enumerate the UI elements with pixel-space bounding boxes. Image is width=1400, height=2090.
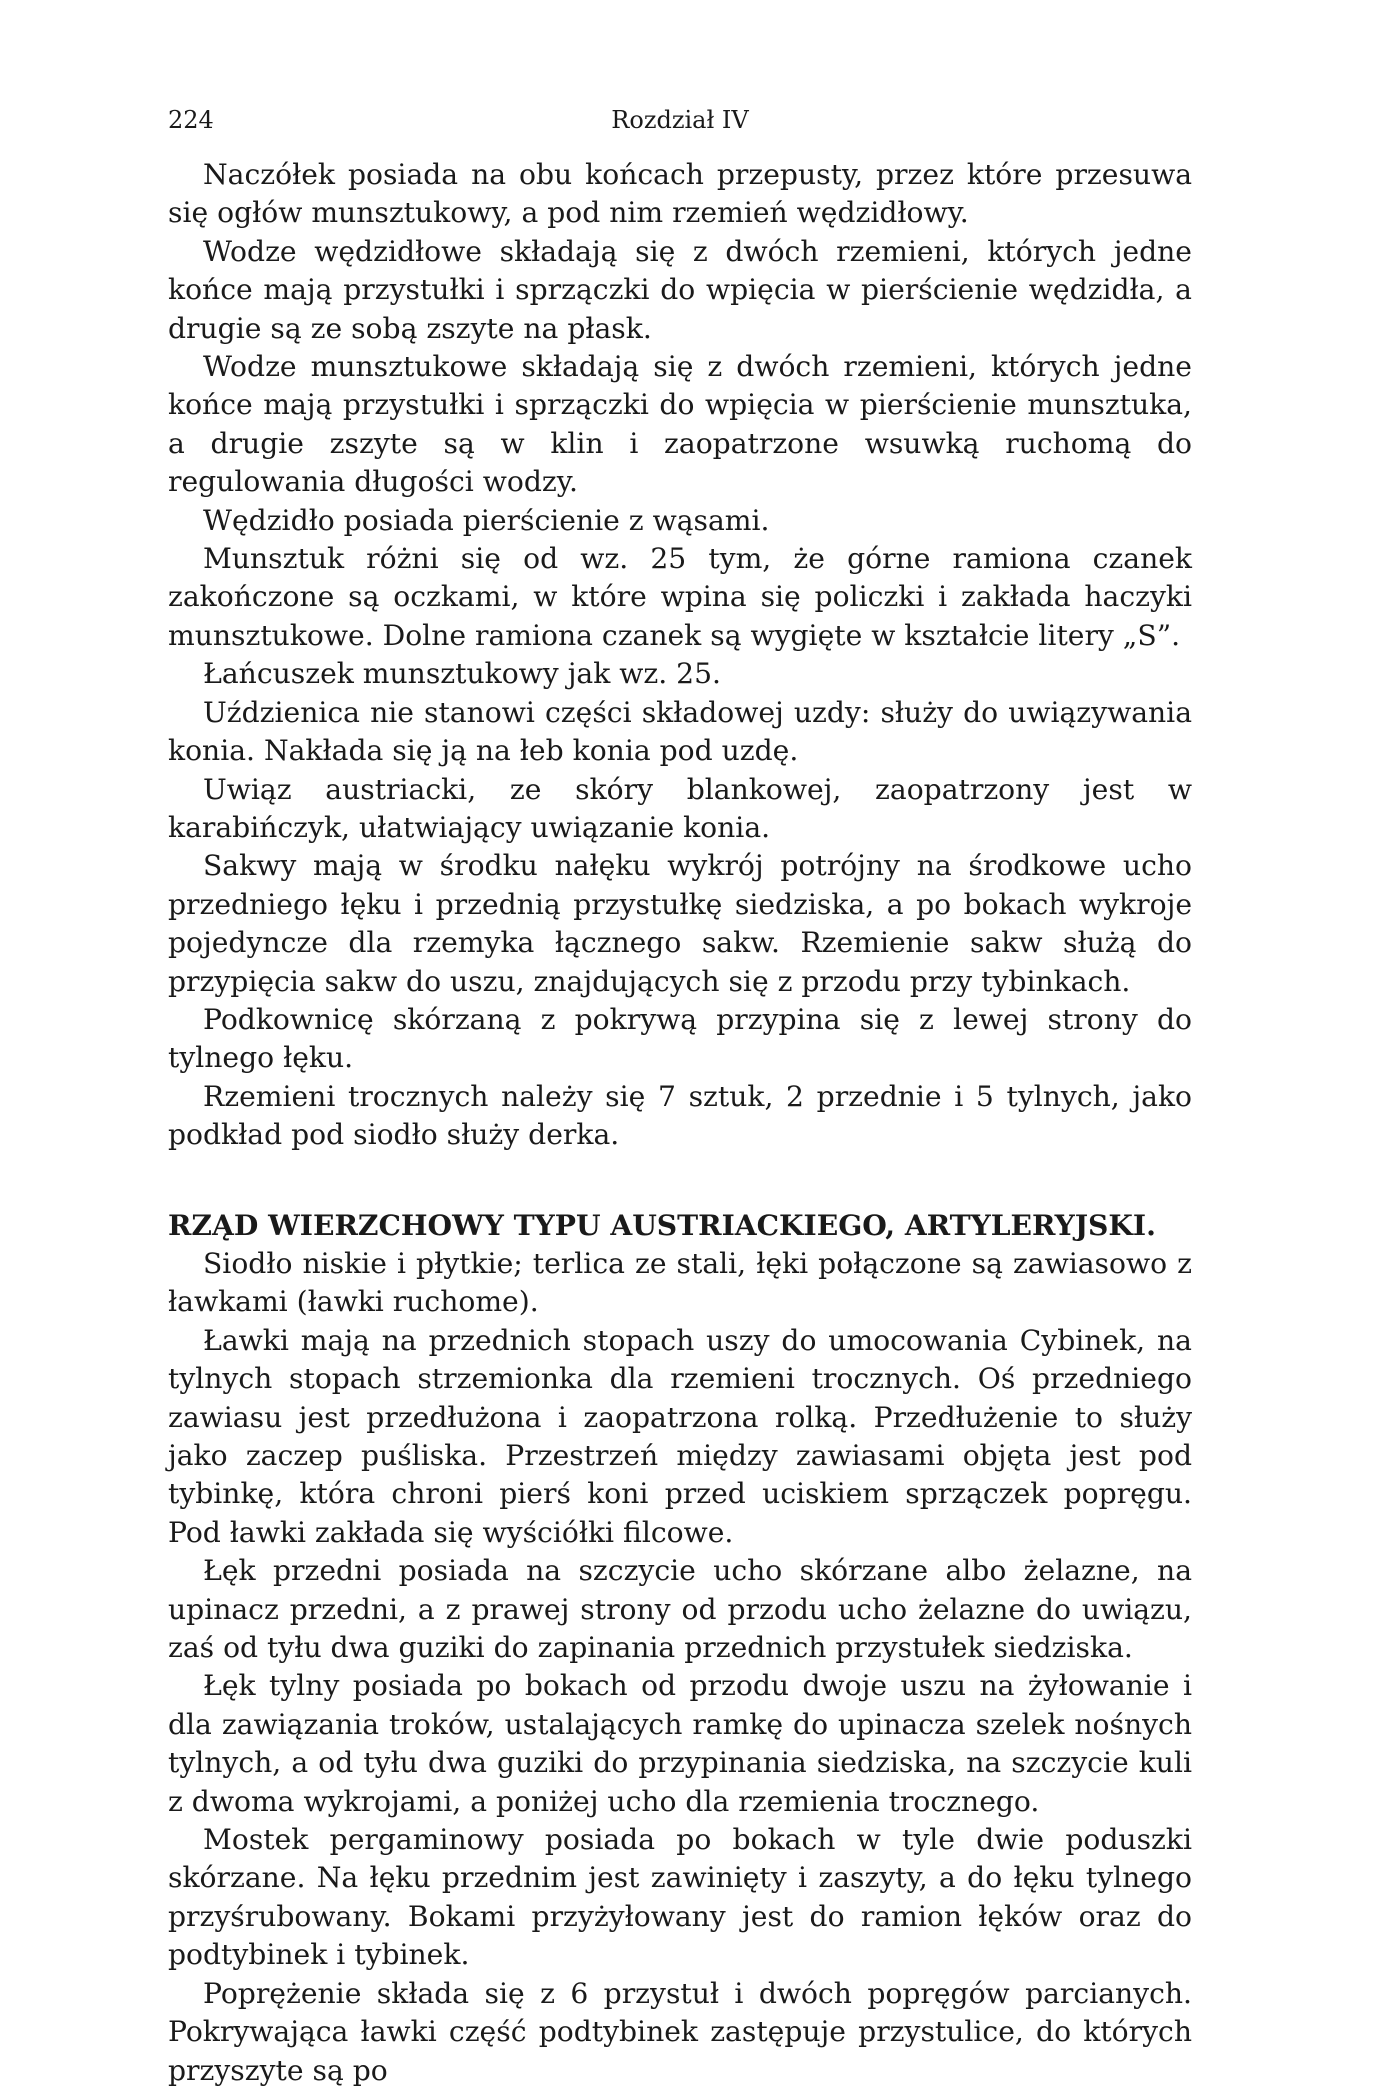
paragraph: Sakwy mają w środku nałęku wykrój potrójny na środkowe ucho przedniego łęku i przednią przystułkę siedziska, a po bokach wykroje pojedyncze dla rzemyka łącznego sakw. Rzemienie sakw służą do przypięcia sakw do uszu, znajdujących się z przodu przy tybinkach. (168, 849, 1192, 998)
chapter-title: Rozdział IV (611, 106, 749, 134)
paragraph: Mostek pergaminowy posiada po bokach w tyle dwie poduszki skórzane. Na łęku przednim jest zawinięty i zaszyty, a do łęku tylnego przyśrubowany. Bokami przyżyłowany jest do ramion łęków oraz do podtybinek i tybinek. (168, 1823, 1192, 1972)
paragraph: Uździenica nie stanowi części składowej uzdy: służy do uwiązywania konia. Nakłada się ją na łeb konia pod uzdę. (168, 695, 1192, 768)
page-number: 224 (168, 106, 214, 134)
body-text (168, 156, 1192, 2090)
running-header (168, 100, 1192, 140)
paragraph: Łęk przedni posiada na szczycie ucho skórzane albo żelazne, na upinacz przedni, a z prawej strony od przodu ucho żelazne do uwiązu, zaś od tyłu dwa guziki do zapinania przednich przystułek siedziska. (168, 1554, 1192, 1665)
paragraph: Poprężenie składa się z 6 przystuł i dwóch popręgów parcianych. Pokrywająca ławki część podtybinek zastępuje przystulice, do których przyszyte są po (168, 1976, 1192, 2087)
paragraph: Rzemieni trocznych należy się 7 sztuk, 2 przednie i 5 tylnych, jako podkład pod siodło służy derka. (168, 1079, 1192, 1152)
paragraph: Wodze wędzidłowe składają się z dwóch rzemieni, których jedne końce mają przystułki i sprzączki do wpięcia w pierścienie wędzidła, a drugie są ze sobą zszyte na płask. (168, 234, 1192, 345)
paragraph: Łęk tylny posiada po bokach od przodu dwoje uszu na żyłowanie i dla zawiązania troków, ustalających ramkę do upinacza szelek nośnych tylnych, a od tyłu dwa guziki do przypinania siedziska, na szczycie kuli z dwoma wykrojami, a poniżej ucho dla rzemienia trocznego. (168, 1669, 1192, 1818)
paragraph: Ławki mają na przednich stopach uszy do umocowania Cybinek, na tylnych stopach strzemionka dla rzemieni trocznych. Oś przedniego zawiasu jest przedłużona i zaopatrzona rolką. Przedłużenie to służy jako zaczep puśliska. Przestrzeń między zawiasami objęta jest pod tybinkę, która chroni pierś koni przed uciskiem sprzączek popręgu. Pod ławki zakłada się wyściółki filcowe. (168, 1323, 1192, 1549)
paragraph: Munsztuk różni się od wz. 25 tym, że górne ramiona czanek zakończone są oczkami, w które wpina się policzki i zakłada haczyki munsztukowe. Dolne ramiona czanek są wygięte w kształcie litery „S”. (168, 542, 1192, 652)
section-heading: RZĄD WIERZCHOWY TYPU AUSTRIACKIEGO, ARTYLERYJSKI. (168, 1208, 1156, 1242)
paragraph: Naczółek posiada na obu końcach przepusty, przez które przesuwa się ogłów munsztukowy, a pod nim rzemień wędzidłowy. (168, 158, 1192, 230)
paragraph: Uwiąz austriacki, ze skóry blankowej, zaopatrzony jest w karabińczyk, ułatwiający uwiązanie konia. (168, 772, 1192, 844)
paragraph: Podkownicę skórzaną z pokrywą przypina się z lewej strony do tylnego łęku. (168, 1002, 1192, 1075)
paragraph: Siodło niskie i płytkie; terlica ze stali, łęki połączone są zawiasowo z ławkami (ławki ruchome). (168, 1246, 1192, 1319)
paragraph: Wodze munsztukowe składają się z dwóch rzemieni, których jedne końce mają przystułki i sprzączki do wpięcia w pierścienie munsztuka, a drugie zszyte są w klin i zaopatrzone wsuwką ruchomą do regulowania długości wodzy. (168, 350, 1192, 499)
paragraph: Łańcuszek munsztukowy jak wz. 25. (203, 657, 722, 691)
paragraph: Wędzidło posiada pierścienie z wąsami. (203, 503, 770, 537)
